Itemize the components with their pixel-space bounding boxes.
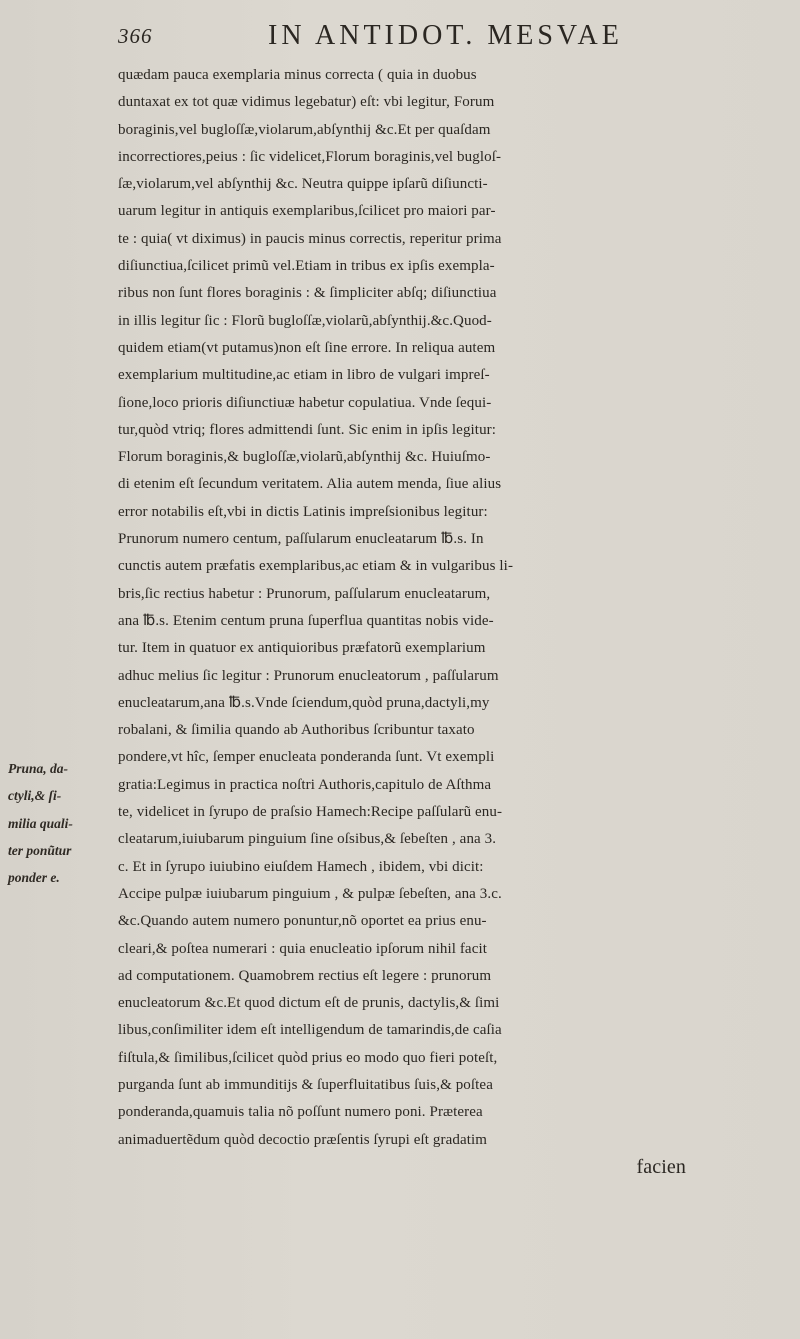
text-line: diſiunctiua,ſcilicet primũ vel.Etiam in tribus ex ipſis exempla-: [118, 258, 495, 275]
margin-note-line: ponder e.: [8, 870, 60, 886]
text-line: facien: [636, 1155, 686, 1178]
text-line: c. Et in ſyrupo iuiubino eiuſdem Hamech , ibidem, vbi dicit:: [118, 858, 484, 875]
text-line: pondere,vt hîc, ſemper enucleata ponderanda ſunt. Vt exempli: [118, 749, 495, 766]
text-line: quædam pauca exemplaria minus correcta ( quia in duobus: [118, 67, 477, 83]
text-line: di etenim eſt ſecundum veritatem. Alia autem menda, ſiue alius: [118, 476, 502, 493]
text-line: boraginis,vel bugloſſæ,violarum,abſynthij &c.Et per quaſdam: [118, 121, 491, 138]
text-line: ribus non ſunt flores boraginis : & ſimpliciter abſq; diſiunctiua: [118, 285, 497, 302]
text-line: tur. Item in quatuor ex antiquioribus præfatorũ exemplarium: [118, 640, 486, 657]
text-line: enucleatarum,ana ℔.s.Vnde ſciendum,quòd pruna,dactyli,my: [118, 694, 490, 711]
text-line: incorrectiores,peius : ſic videlicet,Florum boraginis,vel bugloſ-: [118, 148, 502, 165]
text-line: in illis legitur ſic : Florũ bugloſſæ,violarũ,abſynthij.&c.Quod-: [118, 312, 492, 329]
text-line: libus,conſimiliter idem eſt intelligendum de tamarindis,de caſia: [118, 1022, 502, 1039]
page-header: [118, 20, 718, 60]
margin-note-line: ter ponũtur: [8, 842, 72, 858]
margin-note-line: ctyli,& ſi-: [8, 788, 62, 804]
text-line: bris,ſic rectius habetur : Prunorum, paſſularum enucleatarum,: [118, 585, 491, 602]
text-line: Accipe pulpæ iuiubarum pinguium , & pulpæ ſebeſten, ana 3.c.: [118, 885, 502, 902]
text-line: adhuc melius ſic legitur : Prunorum enucleatorum , paſſularum: [118, 667, 499, 684]
margin-note: [8, 755, 120, 891]
text-line: enucleatorum &c.Et quod dictum eſt de prunis, dactylis,& ſimi: [118, 995, 500, 1012]
text-line: te, videlicet in ſyrupo de praſsio Hamech:Recipe paſſularũ enu-: [118, 804, 503, 821]
text-line: Florum boraginis,& bugloſſæ,violarũ,abſynthij &c. Huiuſmo-: [118, 449, 491, 466]
text-line: purganda ſunt ab immunditijs & ſuperfluitatibus ſuis,& poſtea: [118, 1076, 493, 1093]
body-text: [118, 62, 748, 1181]
text-line: cleari,& poſtea numerari : quia enucleatio ipſorum nihil facit: [118, 940, 487, 957]
text-line: te : quia( vt diximus) in paucis minus correctis, reperitur prima: [118, 230, 502, 247]
text-line: robalani, & ſimilia quando ab Authoribus ſcribuntur taxato: [118, 722, 475, 739]
margin-note-line: Pruna, da-: [8, 761, 69, 776]
text-line: ſione,loco prioris diſiunctiuæ habetur copulatiua. Vnde ſequi-: [118, 394, 492, 411]
text-line: duntaxat ex tot quæ vidimus legebatur) eſt: vbi legitur, Forum: [118, 94, 495, 111]
text-line: &c.Quando autem numero ponuntur,nõ oportet ea prius enu-: [118, 913, 487, 930]
text-line: Prunorum numero centum, paſſularum enucleatarum ℔.s. In: [118, 531, 484, 548]
page-number: 366: [118, 24, 153, 48]
text-line: animaduertẽdum quòd decoctio præſentis ſyrupi eſt gradatim: [118, 1131, 488, 1148]
text-line: cleatarum,iuiubarum pinguium ſine oſsibus,& ſebeſten , ana 3.: [118, 831, 497, 848]
text-line: exemplarium multitudine,ac etiam in libro de vulgari impreſ-: [118, 367, 490, 384]
text-line: ſæ,violarum,vel abſynthij &c. Neutra quippe ipſarũ diſiuncti-: [118, 176, 488, 193]
text-line: uarum legitur in antiquis exemplaribus,ſcilicet pro maiori par-: [118, 203, 496, 220]
text-line: fiſtula,& ſimilibus,ſcilicet quòd prius eo modo quo fieri poteſt,: [118, 1049, 498, 1066]
text-line: tur,quòd vtriq; flores admittendi ſunt. Sic enim in ipſis legitur:: [118, 421, 497, 438]
text-line: ponderanda,quamuis talia nõ poſſunt numero poni. Præterea: [118, 1104, 483, 1121]
text-line: gratia:Legimus in practica noſtri Authoris,capitulo de Aſthma: [118, 776, 492, 793]
text-line: ana ℔.s. Etenim centum pruna ſuperflua quantitas nobis vide-: [118, 612, 494, 629]
text-line: cunctis autem præfatis exemplaribus,ac etiam & in vulgaribus li-: [118, 558, 514, 575]
text-line: error notabilis eſt,vbi in dictis Latinis impreſsionibus legitur:: [118, 503, 488, 520]
running-head: IN ANTIDOT. MESVAE: [268, 20, 623, 51]
margin-note-line: milia quali-: [8, 815, 73, 831]
text-line: ad computationem. Quamobrem rectius eſt legere : prunorum: [118, 967, 492, 984]
text-line: quidem etiam(vt putamus)non eſt ſine errore. In reliqua autem: [118, 339, 496, 356]
